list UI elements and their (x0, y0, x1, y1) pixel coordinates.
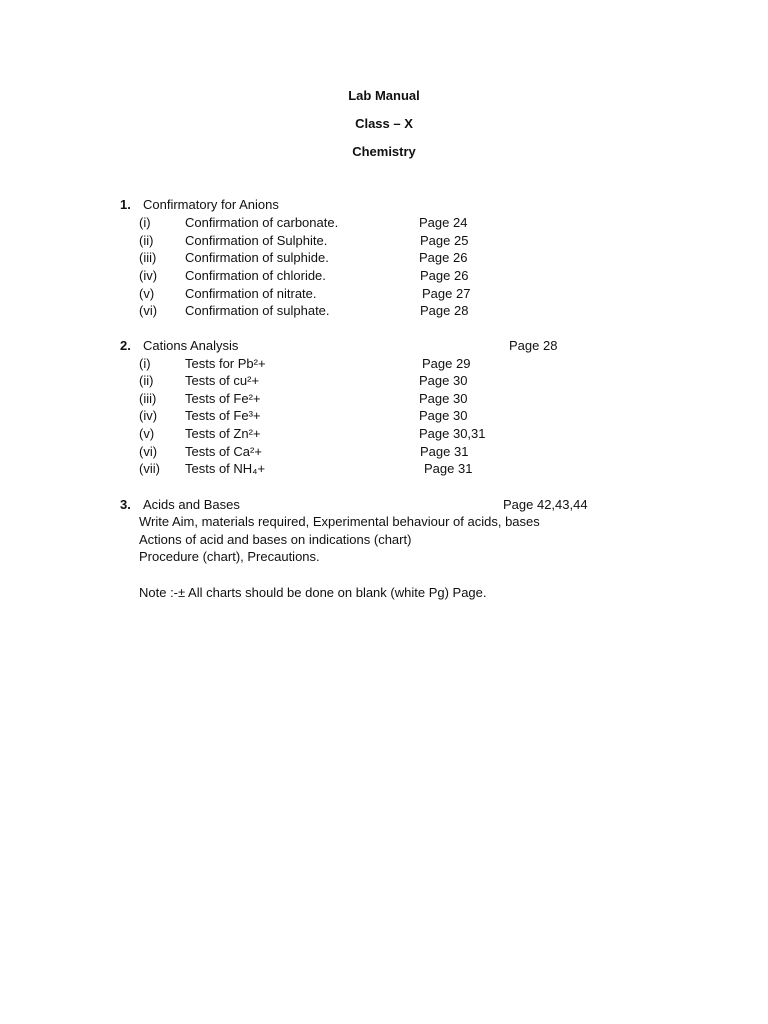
item-number: (i) (139, 215, 151, 230)
item-page: Page 31 (420, 444, 469, 459)
item-page: Page 31 (424, 461, 473, 476)
item-label: Tests of Fe²+ (185, 391, 261, 406)
item-page: Page 30,31 (419, 426, 486, 441)
item-page: Page 27 (422, 286, 471, 301)
item-page: Page 24 (419, 215, 468, 230)
doc-title: Lab Manual (348, 88, 420, 103)
item-number: (v) (139, 286, 155, 301)
item-page: Page 25 (420, 233, 469, 248)
item-number: (i) (139, 356, 151, 371)
section-number: 1. (120, 197, 131, 212)
item-number: (ii) (139, 233, 154, 248)
item-page: Page 30 (419, 391, 468, 406)
section-number: 2. (120, 338, 131, 353)
item-label: Tests for Pb²+ (185, 356, 266, 371)
doc-subject: Chemistry (352, 144, 416, 159)
note: Note :-± All charts should be done on blank (white Pg) Page. (139, 585, 487, 600)
item-number: (vii) (139, 461, 160, 476)
item-number: (iv) (139, 268, 158, 283)
item-label: Tests of Fe³+ (185, 408, 261, 423)
section-page: Page 42,43,44 (503, 497, 588, 512)
item-label: Tests of cu²+ (185, 373, 260, 388)
item-number: (v) (139, 426, 155, 441)
item-label: Tests of NH₄+ (185, 461, 266, 476)
item-label: Confirmation of sulphate. (185, 303, 330, 318)
section-page: Page 28 (509, 338, 558, 353)
doc-class: Class – X (355, 116, 413, 131)
section-text-line: Write Aim, materials required, Experimental behaviour of acids, bases (139, 514, 540, 529)
item-page: Page 26 (419, 250, 468, 265)
item-number: (iv) (139, 408, 158, 423)
item-number: (vi) (139, 444, 158, 459)
item-page: Page 26 (420, 268, 469, 283)
section-text-line: Procedure (chart), Precautions. (139, 549, 320, 564)
item-label: Tests of Zn²+ (185, 426, 261, 441)
item-label: Confirmation of sulphide. (185, 250, 329, 265)
item-number: (iii) (139, 250, 157, 265)
section-title: Cations Analysis (143, 338, 239, 353)
item-label: Confirmation of Sulphite. (185, 233, 328, 248)
item-page: Page 30 (419, 408, 468, 423)
item-number: (ii) (139, 373, 154, 388)
section-title: Acids and Bases (143, 497, 240, 512)
item-page: Page 29 (422, 356, 471, 371)
item-page: Page 30 (419, 373, 468, 388)
item-number: (vi) (139, 303, 158, 318)
section-text-line: Actions of acid and bases on indications (chart) (139, 532, 412, 547)
item-number: (iii) (139, 391, 157, 406)
item-label: Tests of Ca²+ (185, 444, 262, 459)
section-number: 3. (120, 497, 131, 512)
item-label: Confirmation of nitrate. (185, 286, 317, 301)
item-label: Confirmation of carbonate. (185, 215, 339, 230)
item-label: Confirmation of chloride. (185, 268, 326, 283)
section-title: Confirmatory for Anions (143, 197, 279, 212)
item-page: Page 28 (420, 303, 469, 318)
